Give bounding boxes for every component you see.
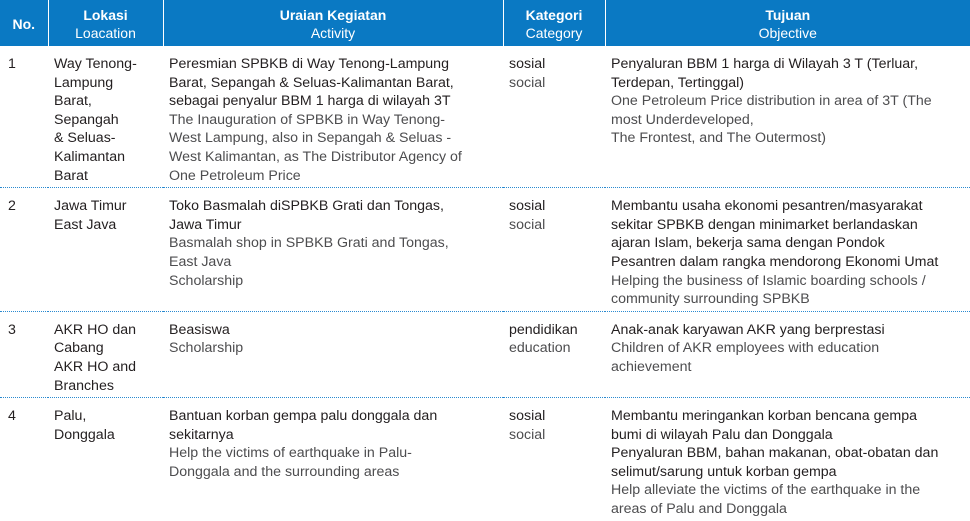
cell-kategori <box>503 398 605 521</box>
tujuan-en-line: Help alleviate the victims of the earthquake in the <box>611 482 921 499</box>
tujuan-id-line: Pesantren dalam rangka mendorong Ekonomi Umat <box>611 253 939 270</box>
cell-lokasi <box>48 46 163 188</box>
uraian-en-line: Donggala and the surrounding areas <box>169 463 400 480</box>
cell-no <box>0 398 48 521</box>
kategori-en: social <box>509 74 546 91</box>
header-kategori-id: Kategori <box>525 7 583 23</box>
table-body <box>0 46 970 521</box>
uraian-en-line: Basmalah shop in SPBKB Grati and Tongas, <box>169 235 449 252</box>
tujuan-id-line: Penyaluran BBM 1 harga di Wilayah 3 T (Terluar, <box>611 56 919 72</box>
uraian-en-line: Help the victims of earthquake in Palu- <box>169 445 412 462</box>
tujuan-id-line: Penyaluran BBM, bahan makanan, obat-obatan dan <box>611 445 939 462</box>
cell-lokasi <box>48 188 163 312</box>
kategori-id: sosial <box>509 56 546 72</box>
uraian-en-line: The Inauguration of SPBKB in Way Tenong- <box>169 111 446 128</box>
cell-kategori <box>503 311 605 397</box>
kategori-en: social <box>509 426 546 443</box>
lokasi-line: Way Tenong- <box>54 56 137 72</box>
cell-tujuan <box>605 188 970 312</box>
cell-no <box>0 188 48 312</box>
lokasi-line: Lampung <box>54 74 114 91</box>
cell-lokasi <box>48 398 163 521</box>
cell-tujuan <box>605 46 970 188</box>
kategori-id: sosial <box>509 408 546 425</box>
lokasi-line: AKR HO dan <box>54 321 137 338</box>
row-number: 3 <box>8 321 16 338</box>
header-kategori <box>503 0 605 46</box>
cell-uraian <box>163 398 503 521</box>
table-row <box>0 311 970 397</box>
table-row <box>0 46 970 188</box>
table-row <box>0 398 970 521</box>
uraian-id-line: Jawa Timur <box>169 216 242 233</box>
header-tujuan <box>605 0 970 46</box>
lokasi-line: & Seluas- <box>54 130 116 147</box>
uraian-en-line: Scholarship <box>169 272 244 289</box>
row-number: 1 <box>8 56 16 72</box>
tujuan-en-line: One Petroleum Price distribution in area of 3T (The <box>611 93 932 110</box>
lokasi-line: Barat, <box>54 93 92 110</box>
cell-uraian <box>163 311 503 397</box>
header-uraian-en: Activity <box>310 25 356 41</box>
tujuan-id-line: selimut/sarung untuk korban gempa <box>611 463 837 480</box>
row-number: 4 <box>8 408 16 425</box>
header-lokasi <box>48 0 163 46</box>
uraian-id-line: Beasiswa <box>169 321 230 338</box>
tujuan-id-line: Membantu usaha ekonomi pesantren/masyarakat <box>611 198 923 215</box>
tujuan-id-line: Terdepan, Tertinggal) <box>611 74 745 91</box>
lokasi-line: Barat <box>54 167 88 184</box>
header-lokasi-id: Lokasi <box>83 7 128 23</box>
lokasi-line: Cabang <box>54 340 104 357</box>
header-uraian <box>163 0 503 46</box>
cell-kategori <box>503 46 605 188</box>
tujuan-en-line: achievement <box>611 358 692 375</box>
uraian-id-line: sebagai penyalur BBM 1 harga di wilayah 3T <box>169 93 451 110</box>
lokasi-line: Palu, <box>54 408 87 425</box>
lokasi-line: Kalimantan <box>54 148 125 165</box>
cell-uraian <box>163 188 503 312</box>
lokasi-line: Donggala <box>54 426 115 443</box>
header-tujuan-en: Objective <box>758 25 817 41</box>
lokasi-line: AKR HO and <box>54 358 137 375</box>
tujuan-en-line: community surrounding SPBKB <box>611 291 810 308</box>
cell-no <box>0 311 48 397</box>
table-row <box>0 188 970 312</box>
cell-kategori <box>503 188 605 312</box>
uraian-id-line: Toko Basmalah diSPBKB Grati dan Tongas, <box>169 198 444 215</box>
row-number: 2 <box>8 198 16 215</box>
lokasi-line: Jawa Timur <box>54 198 127 215</box>
uraian-en-line: West Lampung, also in Sepangah & Seluas - <box>169 130 452 147</box>
cell-tujuan <box>605 311 970 397</box>
tujuan-en-line: Helping the business of Islamic boarding schools / <box>611 272 926 289</box>
uraian-id-line: Bantuan korban gempa palu donggala dan <box>169 408 438 425</box>
table-header <box>0 0 970 46</box>
lokasi-line: Sepangah <box>54 111 119 128</box>
lokasi-line: Branches <box>54 377 114 394</box>
kategori-en: social <box>509 216 546 233</box>
header-uraian-id: Uraian Kegiatan <box>279 7 387 23</box>
tujuan-en-line: Children of AKR employees with education <box>611 340 880 357</box>
header-lokasi-en: Loacation <box>75 25 136 41</box>
kategori-id: sosial <box>509 198 546 215</box>
uraian-id-line: sekitarnya <box>169 426 234 443</box>
uraian-en-line: Scholarship <box>169 340 244 357</box>
cell-tujuan <box>605 398 970 521</box>
kategori-en: education <box>509 340 571 357</box>
tujuan-id-line: Anak-anak karyawan AKR yang berprestasi <box>611 321 885 338</box>
tujuan-en-line: The Frontest, and The Outermost) <box>611 130 827 147</box>
cell-uraian <box>163 46 503 188</box>
uraian-en-line: West Kalimantan, as The Distributor Agency of <box>169 148 462 165</box>
uraian-id-line: Peresmian SPBKB di Way Tenong-Lampung <box>169 56 449 72</box>
tujuan-en-line: most Underdeveloped, <box>611 111 754 128</box>
uraian-en-line: One Petroleum Price <box>169 167 301 184</box>
header-no-label: No. <box>12 16 36 32</box>
cell-no <box>0 46 48 188</box>
tujuan-id-line: bumi di wilayah Palu dan Donggala <box>611 426 833 443</box>
header-kategori-en: Category <box>525 25 583 41</box>
lokasi-line: East Java <box>54 216 117 233</box>
header-tujuan-id: Tujuan <box>765 7 811 23</box>
kategori-id: pendidikan <box>509 321 578 338</box>
tujuan-id-line: Membantu meringankan korban bencana gempa <box>611 408 918 425</box>
header-no <box>0 0 48 46</box>
tujuan-en-line: areas of Palu and Donggala <box>611 501 787 518</box>
uraian-id-line: Barat, Sepangah & Seluas-Kalimantan Barat, <box>169 74 454 91</box>
cell-lokasi <box>48 311 163 397</box>
header-row <box>0 0 970 46</box>
tujuan-id-line: ajaran Islam, bekerja sama dengan Pondok <box>611 235 885 252</box>
tujuan-id-line: sekitar SPBKB dengan minimarket berlandaskan <box>611 216 918 233</box>
uraian-en-line: East Java <box>169 253 232 270</box>
